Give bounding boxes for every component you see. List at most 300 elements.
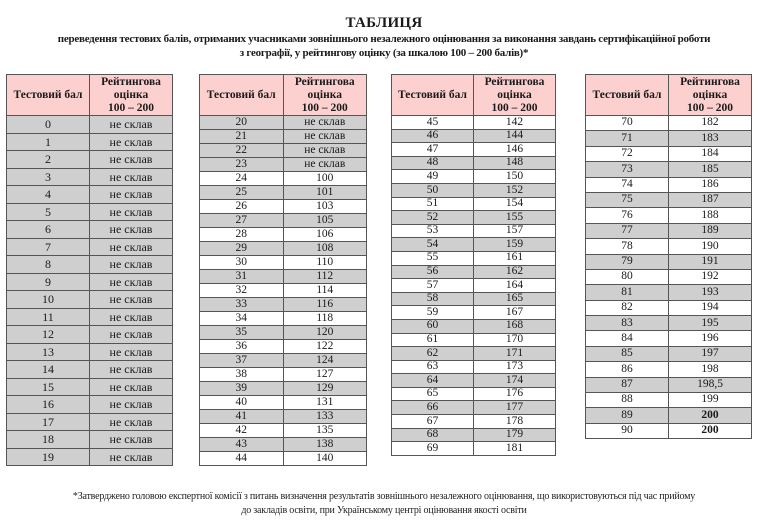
rating-cell: 194 [669, 300, 752, 315]
test-score-cell: 28 [200, 228, 284, 242]
test-score-cell: 32 [200, 284, 284, 298]
table-row [200, 116, 367, 130]
table-row [7, 116, 173, 134]
rating-cell: не склав [90, 361, 173, 379]
test-score-cell: 53 [392, 224, 474, 238]
test-score-cell: 47 [392, 143, 474, 157]
rating-cell: 116 [283, 298, 367, 312]
rating-cell: 100 [283, 172, 367, 186]
table-row [392, 251, 556, 265]
table-row [200, 326, 367, 340]
header-rating-line-2: оцінка [692, 88, 728, 101]
test-score-cell: 80 [586, 269, 669, 284]
table-row [7, 343, 173, 361]
table-row [586, 208, 752, 223]
footnote [0, 490, 768, 518]
rating-cell: 157 [474, 224, 556, 238]
table-row [200, 144, 367, 158]
table-row [586, 393, 752, 408]
subtitle-line-1: переведення тестових балів, отриманих учасниками зовнішнього незалежного оцінювання за виконання завдань сертифікаційної роботи [57, 33, 711, 45]
rating-cell: не склав [283, 158, 367, 172]
test-score-cell: 30 [200, 256, 284, 270]
table-row [200, 396, 367, 410]
rating-cell: 176 [474, 387, 556, 401]
table-row [392, 319, 556, 333]
rating-cell: не склав [90, 343, 173, 361]
table-row [392, 224, 556, 238]
rating-cell: не склав [90, 133, 173, 151]
table-row [7, 221, 173, 239]
test-score-cell: 88 [586, 393, 669, 408]
test-score-cell: 83 [586, 316, 669, 331]
test-score-cell: 62 [392, 347, 474, 361]
rating-cell: не склав [90, 168, 173, 186]
test-score-cell: 10 [7, 291, 90, 309]
test-score-cell: 57 [392, 279, 474, 293]
table-row [200, 452, 367, 466]
table-row [7, 396, 173, 414]
table-row [586, 162, 752, 177]
table-row [392, 442, 556, 456]
test-score-cell: 73 [586, 162, 669, 177]
table-row [392, 387, 556, 401]
test-score-cell: 36 [200, 340, 284, 354]
test-score-cell: 82 [586, 300, 669, 315]
rating-cell: 114 [283, 284, 367, 298]
rating-cell: 182 [669, 116, 752, 131]
document-subtitle [0, 32, 768, 60]
rating-cell: 186 [669, 177, 752, 192]
table-row [7, 168, 173, 186]
rating-cell: 124 [283, 354, 367, 368]
table-row [7, 361, 173, 379]
table-row [392, 197, 556, 211]
test-score-cell: 61 [392, 333, 474, 347]
table-row [586, 223, 752, 238]
table-row [586, 331, 752, 346]
table-row [200, 410, 367, 424]
rating-cell: 154 [474, 197, 556, 211]
table-row [392, 265, 556, 279]
table-header-row [7, 75, 173, 116]
table-row [392, 279, 556, 293]
test-score-cell: 70 [586, 116, 669, 131]
test-score-cell: 52 [392, 211, 474, 225]
table-header-row [200, 75, 367, 116]
table-row [200, 284, 367, 298]
table-row [586, 377, 752, 392]
header-rating-line-1: Рейтингова [484, 75, 545, 88]
table-row [586, 346, 752, 361]
test-score-cell: 37 [200, 354, 284, 368]
header-rating-line-2: оцінка [497, 88, 532, 101]
rating-cell: не склав [90, 448, 173, 466]
table-row [392, 129, 556, 143]
rating-cell: 195 [669, 316, 752, 331]
header-rating-line-1: Рейтингова [101, 75, 161, 88]
test-score-cell: 43 [200, 438, 284, 452]
table-row [586, 146, 752, 161]
header-rating [90, 75, 173, 116]
rating-cell: 164 [474, 279, 556, 293]
rating-cell: 142 [474, 116, 556, 130]
header-rating [283, 75, 367, 116]
test-score-cell: 42 [200, 424, 284, 438]
rating-cell: 174 [474, 374, 556, 388]
table-header-row [586, 75, 752, 116]
test-score-cell: 16 [7, 396, 90, 414]
rating-cell: 140 [283, 452, 367, 466]
table-row [586, 362, 752, 377]
test-score-cell: 50 [392, 183, 474, 197]
rating-cell: 173 [474, 360, 556, 374]
test-score-cell: 24 [200, 172, 284, 186]
table-header-row [392, 75, 556, 116]
table-row [392, 428, 556, 442]
rating-cell: 108 [283, 242, 367, 256]
rating-cell: 171 [474, 347, 556, 361]
rating-cell: не склав [90, 256, 173, 274]
test-score-cell: 3 [7, 168, 90, 186]
test-score-cell: 15 [7, 378, 90, 396]
conversion-table-1 [6, 74, 173, 466]
test-score-cell: 55 [392, 251, 474, 265]
table-row [7, 448, 173, 466]
table-row [392, 306, 556, 320]
table-row [586, 239, 752, 254]
conversion-table-3 [391, 74, 556, 456]
test-score-cell: 67 [392, 415, 474, 429]
rating-cell: 200 [669, 408, 752, 423]
table-row [586, 300, 752, 315]
table-row [200, 242, 367, 256]
rating-cell: не склав [283, 144, 367, 158]
table-row [200, 200, 367, 214]
test-score-cell: 18 [7, 431, 90, 449]
test-score-cell: 35 [200, 326, 284, 340]
test-score-cell: 64 [392, 374, 474, 388]
rating-cell: не склав [90, 378, 173, 396]
table-row [586, 408, 752, 423]
test-score-cell: 31 [200, 270, 284, 284]
test-score-cell: 51 [392, 197, 474, 211]
test-score-cell: 34 [200, 312, 284, 326]
test-score-cell: 46 [392, 129, 474, 143]
test-score-cell: 72 [586, 146, 669, 161]
rating-cell: 150 [474, 170, 556, 184]
table-row [7, 431, 173, 449]
table-row [200, 298, 367, 312]
rating-cell: не склав [90, 413, 173, 431]
document-heading [0, 14, 768, 60]
test-score-cell: 33 [200, 298, 284, 312]
rating-cell: 118 [283, 312, 367, 326]
rating-cell: не склав [90, 203, 173, 221]
test-score-cell: 79 [586, 254, 669, 269]
test-score-cell: 27 [200, 214, 284, 228]
table-row [392, 360, 556, 374]
test-score-cell: 69 [392, 442, 474, 456]
rating-cell: 103 [283, 200, 367, 214]
test-score-cell: 45 [392, 116, 474, 130]
test-score-cell: 8 [7, 256, 90, 274]
table-row [586, 131, 752, 146]
table-row [200, 424, 367, 438]
rating-cell: 178 [474, 415, 556, 429]
test-score-cell: 84 [586, 331, 669, 346]
table-row [200, 382, 367, 396]
table-row [7, 203, 173, 221]
rating-cell: 192 [669, 269, 752, 284]
test-score-cell: 4 [7, 186, 90, 204]
rating-cell: не склав [90, 116, 173, 134]
rating-cell: 191 [669, 254, 752, 269]
header-rating-line-2: оцінка [307, 88, 342, 101]
test-score-cell: 49 [392, 170, 474, 184]
table-row [200, 186, 367, 200]
test-score-cell: 77 [586, 223, 669, 238]
test-score-cell: 54 [392, 238, 474, 252]
rating-cell: 168 [474, 319, 556, 333]
table-row [7, 378, 173, 396]
rating-cell: не склав [90, 326, 173, 344]
table-row [392, 238, 556, 252]
table-row [586, 269, 752, 284]
rating-cell: 106 [283, 228, 367, 242]
rating-cell: 193 [669, 285, 752, 300]
test-score-cell: 48 [392, 156, 474, 170]
table-row [586, 316, 752, 331]
table-row [392, 333, 556, 347]
test-score-cell: 71 [586, 131, 669, 146]
rating-cell: 187 [669, 192, 752, 207]
test-score-cell: 9 [7, 273, 90, 291]
table-row [200, 270, 367, 284]
table-row [200, 158, 367, 172]
table-row [392, 211, 556, 225]
rating-cell: не склав [283, 130, 367, 144]
test-score-cell: 29 [200, 242, 284, 256]
test-score-cell: 26 [200, 200, 284, 214]
table-row [200, 228, 367, 242]
rating-cell: 135 [283, 424, 367, 438]
test-score-cell: 76 [586, 208, 669, 223]
rating-cell: 146 [474, 143, 556, 157]
test-score-cell: 11 [7, 308, 90, 326]
header-rating [474, 75, 556, 116]
rating-cell: 162 [474, 265, 556, 279]
test-score-cell: 19 [7, 448, 90, 466]
rating-cell: 138 [283, 438, 367, 452]
table-row [586, 254, 752, 269]
table-row [200, 438, 367, 452]
header-rating-line-3: 100 – 200 [108, 101, 154, 114]
rating-cell: 122 [283, 340, 367, 354]
rating-cell: 198,5 [669, 377, 752, 392]
rating-cell: 105 [283, 214, 367, 228]
rating-cell: не склав [90, 431, 173, 449]
table-row [392, 156, 556, 170]
rating-cell: 152 [474, 183, 556, 197]
test-score-cell: 17 [7, 413, 90, 431]
test-score-cell: 22 [200, 144, 284, 158]
header-test-score: Тестовий бал [586, 75, 669, 116]
rating-cell: 188 [669, 208, 752, 223]
table-row [392, 401, 556, 415]
table-row [586, 116, 752, 131]
rating-cell: не склав [283, 116, 367, 130]
table-row [200, 172, 367, 186]
rating-cell: 120 [283, 326, 367, 340]
test-score-cell: 38 [200, 368, 284, 382]
header-test-score: Тестовий бал [392, 75, 474, 116]
table-row [392, 292, 556, 306]
test-score-cell: 86 [586, 362, 669, 377]
test-score-cell: 12 [7, 326, 90, 344]
test-score-cell: 60 [392, 319, 474, 333]
rating-cell: 184 [669, 146, 752, 161]
footnote-line-2: до закладів освіти, при Українському центрі оцінювання якості освіти [241, 505, 527, 516]
test-score-cell: 68 [392, 428, 474, 442]
rating-cell: 198 [669, 362, 752, 377]
footnote-line-1: *Затверджено головою експертної комісії з питань визначення результатів зовнішнього незалежного оцінювання, що використовуються під час прийому [72, 491, 696, 502]
table-row [392, 143, 556, 157]
table-row [7, 256, 173, 274]
test-score-cell: 1 [7, 133, 90, 151]
test-score-cell: 56 [392, 265, 474, 279]
test-score-cell: 40 [200, 396, 284, 410]
rating-cell: 170 [474, 333, 556, 347]
rating-cell: 131 [283, 396, 367, 410]
rating-cell: не склав [90, 151, 173, 169]
rating-cell: 167 [474, 306, 556, 320]
table-row [7, 326, 173, 344]
test-score-cell: 14 [7, 361, 90, 379]
test-score-cell: 59 [392, 306, 474, 320]
test-score-cell: 0 [7, 116, 90, 134]
test-score-cell: 89 [586, 408, 669, 423]
rating-cell: 155 [474, 211, 556, 225]
rating-cell: 101 [283, 186, 367, 200]
table-row [392, 347, 556, 361]
table-row [7, 186, 173, 204]
rating-cell: 159 [474, 238, 556, 252]
rating-cell: не склав [90, 221, 173, 239]
rating-cell: не склав [90, 396, 173, 414]
test-score-cell: 5 [7, 203, 90, 221]
test-score-cell: 25 [200, 186, 284, 200]
test-score-cell: 41 [200, 410, 284, 424]
table-row [586, 423, 752, 438]
table-row [392, 116, 556, 130]
header-rating-line-3: 100 – 200 [687, 101, 733, 114]
rating-cell: 196 [669, 331, 752, 346]
rating-cell: 183 [669, 131, 752, 146]
test-score-cell: 2 [7, 151, 90, 169]
conversion-table-4 [585, 74, 752, 439]
table-row [200, 214, 367, 228]
rating-cell: 181 [474, 442, 556, 456]
rating-cell: 199 [669, 393, 752, 408]
table-row [200, 368, 367, 382]
rating-cell: 190 [669, 239, 752, 254]
table-row [200, 354, 367, 368]
header-rating-line-3: 100 – 200 [301, 101, 348, 114]
table-row [586, 192, 752, 207]
test-score-cell: 21 [200, 130, 284, 144]
test-score-cell: 39 [200, 382, 284, 396]
test-score-cell: 6 [7, 221, 90, 239]
header-rating-line-2: оцінка [113, 88, 149, 101]
rating-cell: 144 [474, 129, 556, 143]
test-score-cell: 74 [586, 177, 669, 192]
rating-cell: 189 [669, 223, 752, 238]
table-row [586, 285, 752, 300]
header-rating-line-3: 100 – 200 [491, 101, 538, 114]
test-score-cell: 65 [392, 387, 474, 401]
table-row [200, 130, 367, 144]
test-score-cell: 58 [392, 292, 474, 306]
table-row [7, 308, 173, 326]
test-score-cell: 20 [200, 116, 284, 130]
rating-cell: 165 [474, 292, 556, 306]
table-row [392, 374, 556, 388]
header-rating [669, 75, 752, 116]
test-score-cell: 81 [586, 285, 669, 300]
header-rating-line-1: Рейтингова [294, 75, 355, 88]
rating-cell: не склав [90, 238, 173, 256]
header-test-score: Тестовий бал [200, 75, 284, 116]
rating-cell: 179 [474, 428, 556, 442]
rating-cell: 200 [669, 423, 752, 438]
test-score-cell: 13 [7, 343, 90, 361]
rating-cell: не склав [90, 273, 173, 291]
rating-cell: не склав [90, 291, 173, 309]
table-row [200, 256, 367, 270]
test-score-cell: 66 [392, 401, 474, 415]
table-row [392, 170, 556, 184]
rating-cell: 129 [283, 382, 367, 396]
table-row [7, 151, 173, 169]
conversion-table-2 [199, 74, 367, 466]
table-row [7, 238, 173, 256]
rating-cell: 148 [474, 156, 556, 170]
table-row [392, 183, 556, 197]
rating-cell: 110 [283, 256, 367, 270]
rating-cell: не склав [90, 308, 173, 326]
rating-cell: 133 [283, 410, 367, 424]
table-row [392, 415, 556, 429]
document-title: ТАБЛИЦЯ [345, 15, 423, 31]
table-row [7, 133, 173, 151]
table-row [200, 312, 367, 326]
rating-cell: 127 [283, 368, 367, 382]
rating-cell: 177 [474, 401, 556, 415]
test-score-cell: 44 [200, 452, 284, 466]
header-rating-line-1: Рейтингова [680, 75, 740, 88]
table-row [200, 340, 367, 354]
rating-cell: 112 [283, 270, 367, 284]
test-score-cell: 78 [586, 239, 669, 254]
test-score-cell: 23 [200, 158, 284, 172]
table-row [7, 413, 173, 431]
subtitle-line-2: з географії, у рейтингову оцінку (за шкалою 100 – 200 балів)* [239, 47, 529, 59]
rating-cell: не склав [90, 186, 173, 204]
rating-cell: 197 [669, 346, 752, 361]
rating-cell: 185 [669, 162, 752, 177]
test-score-cell: 75 [586, 192, 669, 207]
table-row [7, 273, 173, 291]
